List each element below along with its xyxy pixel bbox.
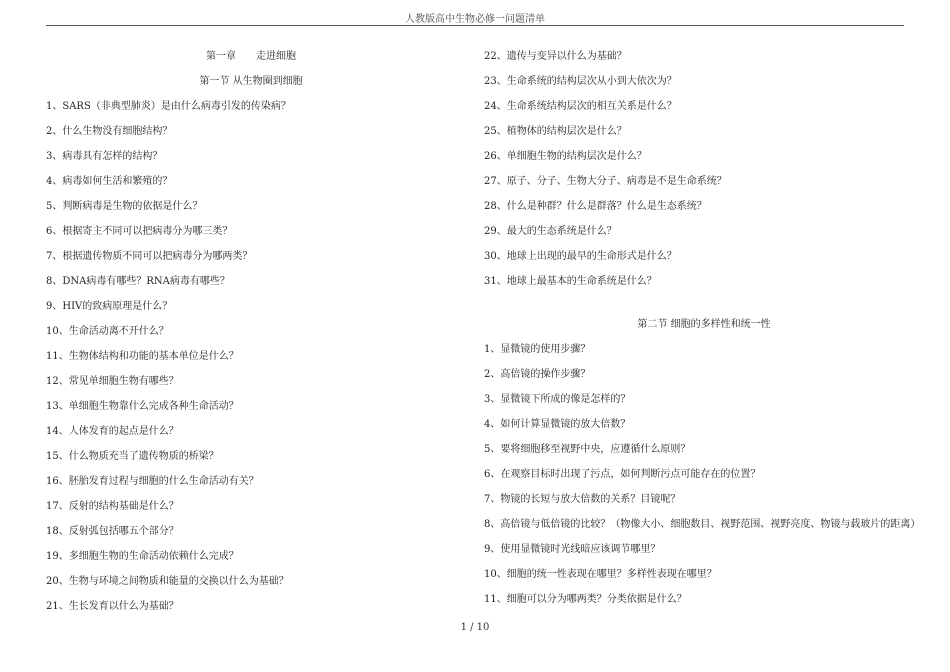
question-item: 6、在观察目标时出现了污点，如何判断污点可能存在的位置？ [484, 469, 761, 480]
question-item: 9、HIV的致病原理是什么？ [46, 301, 173, 312]
question-item: 27、原子、分子、生物大分子、病毒是不是生命系统？ [484, 176, 727, 187]
question-item: 1、显微镜的使用步骤？ [484, 344, 591, 355]
question-item: 24、生命系统结构层次的相互关系是什么？ [484, 101, 677, 112]
question-item: 1、SARS（非典型肺炎）是由什么病毒引发的传染病？ [46, 101, 291, 112]
running-header: 人教版高中生物必修一问题清单 [405, 14, 545, 25]
question-item: 22、遗传与变异以什么为基础？ [484, 51, 627, 62]
question-item: 4、如何计算显微镜的放大倍数？ [484, 419, 631, 430]
left-column [46, 44, 456, 619]
question-item: 11、细胞可以分为哪两类？分类依据是什么？ [484, 594, 687, 605]
question-item: 11、生物体结构和功能的基本单位是什么？ [46, 351, 239, 362]
question-item: 4、病毒如何生活和繁殖的？ [46, 176, 173, 187]
question-item: 3、显微镜下所成的像是怎样的？ [484, 394, 631, 405]
question-item: 18、反射弧包括哪五个部分？ [46, 526, 179, 537]
header-rule [46, 25, 904, 26]
question-item: 10、生命活动离不开什么？ [46, 326, 169, 337]
question-item: 15、什么物质充当了遗传物质的桥梁？ [46, 451, 219, 462]
question-item: 3、病毒具有怎样的结构？ [46, 151, 163, 162]
question-item: 12、常见单细胞生物有哪些？ [46, 376, 179, 387]
question-item: 20、生物与环境之间物质和能量的交换以什么为基础？ [46, 576, 289, 587]
section-title-2: 第二节 细胞的多样性和统一性 [637, 319, 771, 330]
question-item: 19、多细胞生物的生命活动依赖什么完成？ [46, 551, 239, 562]
question-item: 2、什么生物没有细胞结构？ [46, 126, 173, 137]
question-item: 21、生长发育以什么为基础？ [46, 601, 179, 612]
section-title-1: 第一节 从生物圈到细胞 [199, 76, 303, 87]
question-item: 13、单细胞生物靠什么完成各种生命活动？ [46, 401, 239, 412]
question-item: 29、最大的生态系统是什么？ [484, 226, 617, 237]
question-list-right-top [484, 44, 924, 294]
section-spacer [484, 294, 924, 312]
question-list-right-bottom [484, 337, 924, 612]
page-number: 1 / 10 [460, 622, 490, 633]
question-item: 14、人体发育的起点是什么？ [46, 426, 179, 437]
question-item: 10、细胞的统一性表现在哪里？多样性表现在哪里？ [484, 569, 717, 580]
question-item: 17、反射的结构基础是什么？ [46, 501, 179, 512]
question-item: 5、判断病毒是生物的依据是什么？ [46, 201, 203, 212]
question-item: 28、什么是种群？什么是群落？什么是生态系统？ [484, 201, 707, 212]
question-item: 31、地球上最基本的生命系统是什么？ [484, 276, 657, 287]
question-item: 6、根据寄主不同可以把病毒分为哪三类？ [46, 226, 233, 237]
question-item: 8、高倍镜与低倍镜的比较？（物像大小、细胞数目、视野范围、视野亮度、物镜与载玻片的距离） [484, 519, 921, 530]
question-item: 23、生命系统的结构层次从小到大依次为？ [484, 76, 677, 87]
question-item: 5、要将细胞移至视野中央，应遵循什么原则？ [484, 444, 691, 455]
question-list-left [46, 94, 456, 619]
question-item: 16、胚胎发育过程与细胞的什么生命活动有关？ [46, 476, 259, 487]
chapter-title: 第一章 走进细胞 [206, 51, 296, 62]
question-item: 7、物镜的长短与放大倍数的关系？目镜呢？ [484, 494, 681, 505]
question-item: 25、植物体的结构层次是什么？ [484, 126, 627, 137]
question-item: 2、高倍镜的操作步骤？ [484, 369, 591, 380]
right-column [484, 44, 924, 612]
question-item: 9、使用显微镜时光线暗应该调节哪里？ [484, 544, 661, 555]
question-item: 8、DNA病毒有哪些？RNA病毒有哪些？ [46, 276, 230, 287]
question-item: 30、地球上出现的最早的生命形式是什么？ [484, 251, 677, 262]
question-item: 26、单细胞生物的结构层次是什么？ [484, 151, 647, 162]
question-item: 7、根据遗传物质不同可以把病毒分为哪两类？ [46, 251, 253, 262]
